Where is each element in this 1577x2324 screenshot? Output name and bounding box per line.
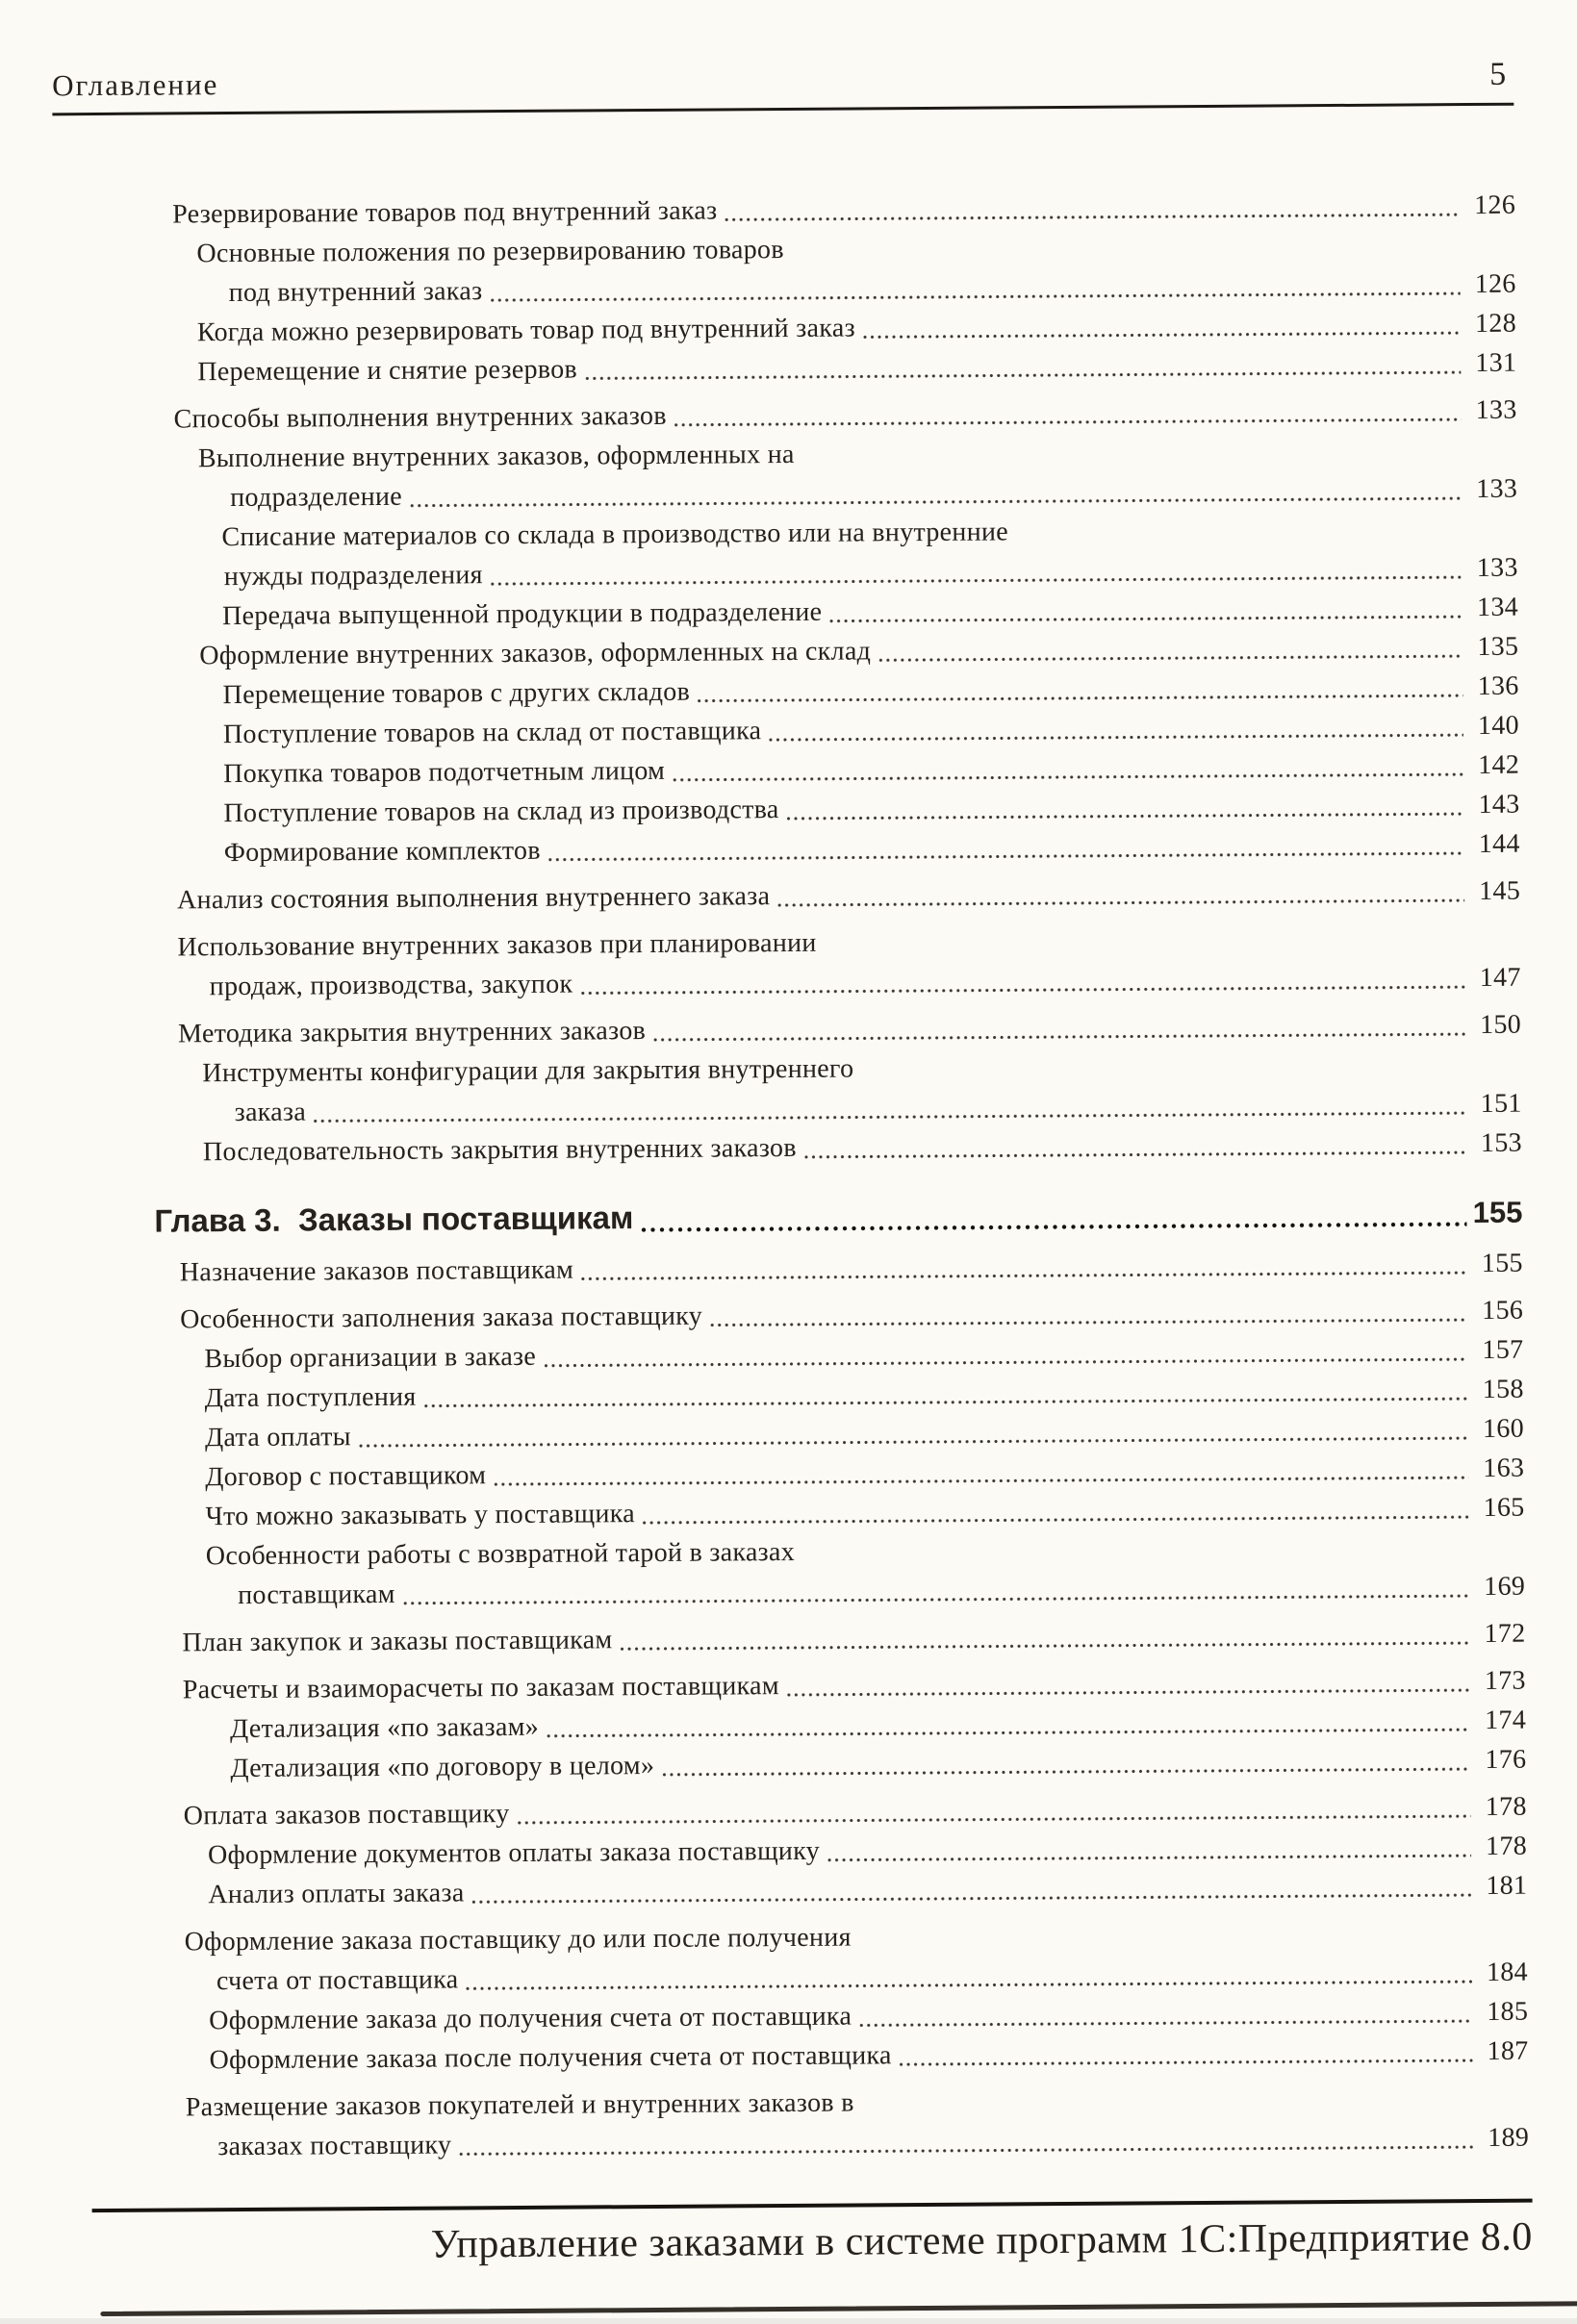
toc-page-number: 144 bbox=[1478, 828, 1520, 859]
dot-leader bbox=[643, 1515, 1469, 1525]
toc-page-number: 189 bbox=[1488, 2122, 1530, 2153]
dot-leader bbox=[424, 1397, 1468, 1408]
toc-entry-text: счета от поставщика bbox=[216, 1964, 459, 1997]
toc-page-number: 187 bbox=[1487, 2035, 1529, 2066]
toc-entry-first-line: Списание материалов со склада в производство или на внутренние bbox=[221, 517, 1009, 553]
dot-leader bbox=[804, 1150, 1466, 1159]
toc-entry-text: подразделение bbox=[230, 481, 403, 514]
toc-page-number: 184 bbox=[1486, 1957, 1529, 1987]
toc-entry-text: Дата поступления bbox=[204, 1381, 417, 1414]
toc-page-number: 160 bbox=[1482, 1413, 1525, 1444]
page-footer bbox=[92, 2199, 1533, 2270]
toc-entry-text: Детализация «по заказам» bbox=[230, 1711, 540, 1745]
toc-entry bbox=[221, 509, 1518, 596]
toc-page-number: 133 bbox=[1476, 473, 1518, 504]
dot-leader bbox=[900, 2059, 1473, 2066]
toc-page-number: 151 bbox=[1480, 1088, 1522, 1119]
dot-leader bbox=[863, 331, 1461, 339]
footer-text: Управление заказами в системе программ 1С:Предприятие 8.0 bbox=[430, 2214, 1534, 2267]
dot-leader bbox=[698, 694, 1463, 703]
dot-leader bbox=[410, 496, 1462, 508]
toc-entry-text: заказа bbox=[234, 1097, 307, 1128]
toc-entry bbox=[203, 1124, 1522, 1173]
toc-page-number: 143 bbox=[1478, 789, 1520, 820]
toc-entry bbox=[185, 1913, 1529, 2002]
toc-page-number: 128 bbox=[1474, 308, 1517, 339]
dot-leader bbox=[581, 1271, 1467, 1280]
dot-leader bbox=[777, 898, 1464, 907]
dot-leader bbox=[544, 1357, 1467, 1368]
toc-entry bbox=[177, 919, 1521, 1007]
toc-entry bbox=[198, 430, 1518, 518]
toc-entry-text: Когда можно резервировать товар под внутренний заказ bbox=[196, 313, 855, 348]
toc-page-number: 165 bbox=[1483, 1492, 1525, 1523]
toc-entry-text: Перемещение и снятие резервов bbox=[197, 354, 578, 388]
toc-entry-text: Перемещение товаров с других складов bbox=[222, 676, 691, 711]
toc-page-number: 126 bbox=[1474, 268, 1516, 299]
toc-page-number: 173 bbox=[1484, 1665, 1526, 1696]
toc-entry-text: Оформление заказа после получения счета от поставщика bbox=[209, 2040, 892, 2076]
dot-leader bbox=[769, 733, 1463, 742]
toc-list bbox=[154, 178, 1530, 2167]
dot-leader bbox=[878, 654, 1463, 662]
toc-entry-text: Особенности заполнения заказа поставщику bbox=[180, 1301, 703, 1335]
toc-entry-first-line: Использование внутренних заказов при планировании bbox=[177, 927, 817, 963]
toc-entry bbox=[186, 2079, 1530, 2167]
toc-entry-text: Анализ оплаты заказа bbox=[208, 1878, 465, 1910]
toc-entry-text: Что можно заказывать у поставщика bbox=[205, 1499, 636, 1532]
toc-entry-text: Поступление товаров на склад от поставщика bbox=[222, 716, 762, 750]
toc-page-number: 156 bbox=[1482, 1295, 1524, 1326]
toc-page-number: 155 bbox=[1472, 1195, 1523, 1230]
dot-leader bbox=[827, 1854, 1471, 1862]
scan-edge-artifact bbox=[100, 2301, 1577, 2316]
dot-leader bbox=[674, 417, 1462, 427]
toc-entry-row bbox=[180, 1244, 1523, 1293]
toc-entry-row bbox=[203, 1124, 1522, 1173]
toc-entry-first-line: Инструменты конфигурации для закрытия внутреннего bbox=[202, 1053, 854, 1089]
dot-leader bbox=[490, 291, 1460, 302]
toc-entry-text: Способы выполнения внутренних заказов bbox=[173, 400, 667, 435]
toc-entry bbox=[206, 1528, 1526, 1616]
dot-leader bbox=[662, 1767, 1470, 1777]
toc-entry-row bbox=[210, 958, 1521, 1007]
toc-page-number: 147 bbox=[1479, 962, 1521, 993]
toc-page-number: 136 bbox=[1477, 670, 1519, 701]
toc-page-number: 181 bbox=[1486, 1870, 1528, 1901]
dot-leader bbox=[314, 1111, 1466, 1123]
toc-entry-text: Формирование комплектов bbox=[223, 835, 541, 869]
toc-page-number: 157 bbox=[1482, 1334, 1524, 1365]
toc-entry bbox=[202, 1045, 1522, 1133]
toc-entry-row bbox=[217, 2118, 1529, 2167]
toc-chapter-heading bbox=[154, 1189, 1522, 1246]
dot-leader bbox=[620, 1641, 1469, 1651]
toc-page-number: 126 bbox=[1474, 189, 1516, 220]
toc-entry-text: Методика закрытия внутренних заказов bbox=[177, 1016, 647, 1049]
toc-entry bbox=[177, 872, 1520, 921]
dot-leader bbox=[653, 1032, 1465, 1042]
toc-entry-text: под внутренний заказ bbox=[228, 276, 483, 309]
toc-page-number: 142 bbox=[1478, 749, 1520, 780]
dot-leader bbox=[459, 2145, 1473, 2156]
toc-entry-row bbox=[154, 1189, 1522, 1246]
dot-leader bbox=[547, 1728, 1470, 1738]
toc-entry-first-line: Особенности работы с возвратной тарой в заказах bbox=[205, 1536, 796, 1572]
toc-entry-text: Передача выпущенной продукции в подразделение bbox=[221, 596, 823, 632]
toc-entry bbox=[224, 824, 1520, 872]
toc-page-number: 158 bbox=[1482, 1374, 1524, 1404]
toc-entry-first-line: Выполнение внутренних заказов, оформленных на bbox=[197, 439, 795, 474]
toc-entry bbox=[197, 343, 1516, 392]
toc-entry bbox=[196, 225, 1516, 314]
toc-entry bbox=[209, 2032, 1528, 2081]
page-header bbox=[52, 57, 1513, 116]
toc-entry bbox=[208, 1866, 1527, 1915]
toc-entry-text: Назначение заказов поставщикам bbox=[179, 1254, 574, 1288]
dot-leader bbox=[403, 1594, 1469, 1605]
toc-entry-row bbox=[230, 1740, 1526, 1788]
toc-page-number: 133 bbox=[1476, 552, 1518, 583]
toc-entry-text: Глава 3. Заказы поставщикам bbox=[154, 1200, 634, 1239]
dot-leader bbox=[710, 1318, 1467, 1326]
toc-entry-text: Оформление заказа до получения счета от поставщика bbox=[209, 2001, 852, 2036]
toc-page-number: 145 bbox=[1479, 875, 1521, 906]
toc-entry-text: План закупок и заказы поставщикам bbox=[182, 1625, 613, 1658]
toc-entry bbox=[182, 1614, 1525, 1663]
toc-entry-text: Оформление документов оплаты заказа поставщику bbox=[207, 1835, 821, 1871]
toc-page-number: 153 bbox=[1480, 1127, 1523, 1158]
dot-leader bbox=[859, 2019, 1472, 2027]
toc-page-number: 178 bbox=[1485, 1831, 1528, 1861]
toc-entry-text: Резервирование товаров под внутренний заказ bbox=[172, 195, 718, 230]
toc-page-number: 163 bbox=[1483, 1452, 1525, 1483]
dot-leader bbox=[494, 1476, 1468, 1486]
dot-leader bbox=[472, 1893, 1472, 1904]
dot-leader bbox=[359, 1436, 1468, 1448]
toc-entry-text: Дата оплаты bbox=[204, 1422, 351, 1453]
toc-entry-row bbox=[177, 872, 1520, 921]
toc-page-number: 133 bbox=[1475, 394, 1517, 425]
toc-page-number: 169 bbox=[1484, 1571, 1526, 1602]
toc-entry-text: Покупка товаров подотчетным лицом bbox=[223, 755, 666, 790]
toc-page-number: 135 bbox=[1477, 631, 1519, 662]
toc-entry-text: Расчеты и взаиморасчеты по заказам поставщикам bbox=[182, 1671, 779, 1705]
toc-entry-text: Детализация «по договору в целом» bbox=[230, 1750, 655, 1784]
toc-entry-first-line: Оформление заказа поставщику до или после получения bbox=[184, 1922, 852, 1958]
dot-leader bbox=[787, 1688, 1470, 1697]
toc-entry-row bbox=[208, 1866, 1527, 1915]
toc-entry-row bbox=[197, 343, 1516, 392]
toc-entry-text: продаж, производства, закупок bbox=[209, 969, 573, 1002]
page-number: 5 bbox=[1489, 56, 1507, 92]
toc-page-number: 131 bbox=[1475, 347, 1517, 378]
toc-entry-text: Последовательность закрытия внутренних заказов bbox=[202, 1132, 797, 1168]
toc-entry-row bbox=[224, 824, 1520, 872]
toc-entry-text: Поступление товаров на склад из производства bbox=[223, 795, 779, 829]
dot-leader bbox=[517, 1814, 1470, 1825]
dot-leader bbox=[466, 1980, 1472, 1990]
toc-entry-row bbox=[182, 1614, 1525, 1663]
dot-leader bbox=[829, 615, 1463, 623]
dot-leader bbox=[585, 370, 1461, 380]
dot-leader bbox=[491, 575, 1463, 586]
toc-page-number: 178 bbox=[1485, 1791, 1527, 1822]
toc-entry-text: заказах поставщику bbox=[217, 2130, 452, 2162]
toc-page-number: 140 bbox=[1477, 710, 1519, 741]
toc-entry-text: Договор с поставщиком bbox=[205, 1460, 487, 1493]
toc-page-number: 134 bbox=[1476, 592, 1519, 622]
dot-leader bbox=[641, 1222, 1466, 1232]
toc-title: Оглавление bbox=[52, 67, 219, 103]
toc-page-number: 155 bbox=[1481, 1248, 1523, 1278]
dot-leader bbox=[580, 985, 1464, 995]
toc-entry-text: Оформление внутренних заказов, оформленных на склад bbox=[199, 636, 872, 671]
dot-leader bbox=[548, 851, 1464, 862]
toc-page-number: 174 bbox=[1485, 1705, 1527, 1735]
toc-entry-text: Выбор организации в заказе bbox=[204, 1341, 537, 1375]
toc-entry-text: Анализ состояния выполнения внутреннего заказа bbox=[176, 881, 771, 916]
toc-entry bbox=[180, 1244, 1523, 1293]
toc-page-number: 172 bbox=[1484, 1618, 1526, 1649]
dot-leader bbox=[673, 772, 1463, 782]
toc-entry-text: поставщикам bbox=[238, 1579, 395, 1611]
toc-entry-text: Оплата заказов поставщику bbox=[183, 1799, 510, 1831]
toc-entry-first-line: Размещение заказов покупателей и внутренних заказов в bbox=[185, 2087, 854, 2123]
toc-entry bbox=[230, 1740, 1526, 1788]
toc-entry-first-line: Основные положения по резервированию товаров bbox=[196, 235, 784, 269]
toc-page-number: 185 bbox=[1487, 1996, 1529, 2027]
toc-entry-row bbox=[209, 2032, 1528, 2081]
dot-leader bbox=[787, 812, 1464, 821]
toc-page-number: 150 bbox=[1480, 1009, 1522, 1040]
toc-entry-text: нужды подразделения bbox=[223, 560, 483, 593]
dot-leader bbox=[725, 213, 1461, 221]
toc-page-number: 176 bbox=[1485, 1744, 1527, 1775]
